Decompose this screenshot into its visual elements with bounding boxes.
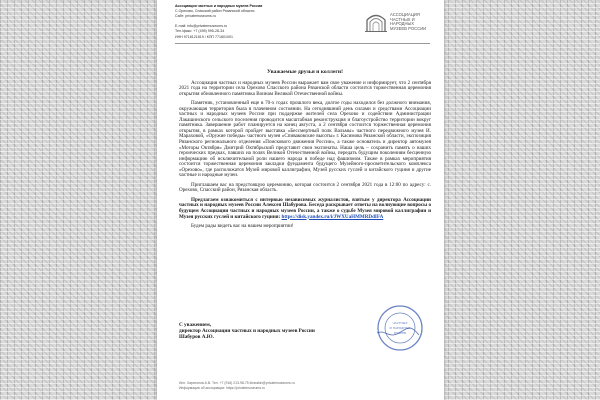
letter-footer bbox=[179, 381, 429, 390]
svg-text:МУЗЕЕВ: МУЗЕЕВ bbox=[393, 331, 407, 335]
signature-block bbox=[179, 322, 359, 340]
signature-title: директор Ассоциации частных и народных музеев России bbox=[179, 328, 315, 334]
svg-text:ЧАСТНЫХ: ЧАСТНЫХ bbox=[392, 321, 408, 325]
interview-text: Предлагаем ознакомиться с интервью независимых журналистов, взятым у директора Ассоциации частных и народных музеев России Алексея Шабурова. Беседа раскрывает ответы на волнующие вопросы о будущем Ассоциации частных и народных музеев России, а также о судьбе Музея мировой каллиграфии и Музея русских гуслей и китайского гуциня: bbox=[179, 196, 431, 220]
interview-link[interactable]: https://disk.yandex.ru/i/JWXUaHMMRDdIFA bbox=[281, 213, 384, 220]
letterhead-contacts bbox=[175, 4, 345, 40]
signature-name: Шабуров А.Ю. bbox=[179, 334, 214, 340]
letterhead-phone: Тел./факс: +7 (495) 995-28-34 bbox=[175, 29, 225, 34]
museum-association-emblem-icon bbox=[364, 10, 388, 34]
letter-sheet bbox=[157, 0, 444, 400]
letterhead-site: Сайт: privatemuseums.ru bbox=[175, 14, 216, 19]
association-logo bbox=[364, 7, 430, 37]
logo-text: АССОЦИАЦИЯ ЧАСТНЫХ И НАРОДНЫХ МУЗЕЕВ РОССИИ bbox=[390, 12, 427, 31]
letterhead-email: E-mail: info@privatemuseums.ru bbox=[175, 24, 228, 29]
letter-body bbox=[179, 70, 431, 230]
paragraph-monument: Памятник, установленный еще в 70-х годах прошлого века, долгое годы находился без должного внимания, окружающая территория была в плачевном состоянии. На сегодняшний день силами и средствами Ассоциации частных и народных музеев России при поддержке жителей села Орехово и содействии Администрации Лакашинского сельского поселения проводится масштабная реконструкция и благоустройство территории вокруг памятника. Завершение работ планируется на конец августа, а 2 сентября состоится торжественная церемония открытия, в рамках которой пройдет выставка «Бессмертный полк Вальмы» частного передвижного музея И. Мараховой, «Оружие победы» частного музея «Спиваковские высоты» г. Касимова Рязанской области, экспозиция Рязанского регионального отделения «Поискового движения России», а также основатель и директор автомузея «Моторы Октября» Дмитрий Октябрьский представит свои экспонаты. Наша цель – сохранить память о наших героических предках, павших на полях Великой Отечественной войны, передать будущим поколениям бесценную информацию об исключительной роли нашего народа в победе над фашизмом. Также в рамках мероприятия состоится торжественная церемония закладки фундамента будущего Музейного-просветительского комплекса «Орехово», где расположатся Музей мировой каллиграфии, Музей русских гуслей и китайского гуциня и другие частные и народные музеи. bbox=[179, 100, 431, 179]
footer-info: Информация об ассоциации: https://privatemuseums.ru bbox=[179, 385, 266, 390]
svg-text:И НАРОДНЫХ: И НАРОДНЫХ bbox=[389, 326, 411, 330]
paragraph-closing: Будем рады видеть вас на нашем мероприятии! bbox=[191, 223, 294, 230]
letterhead-divider bbox=[175, 43, 430, 44]
letter-greeting: Уважаемые друзья и коллеги! bbox=[266, 69, 344, 75]
footer-contact: Исп. Харитонов А.В. Тел. +7 (916) 213-98-75 kharakin@privatemuseums.ru bbox=[179, 381, 295, 385]
letterhead-address: С.Орехово, Спасский район Рязанской области. bbox=[175, 9, 256, 14]
letterhead-org-name: Ассоциация частных и народных музеев России bbox=[175, 4, 263, 8]
paragraph-interview bbox=[179, 198, 431, 220]
organization-stamp bbox=[375, 303, 425, 353]
letterhead-inn: ИНН 9718121819 / КПП 771801001 bbox=[175, 34, 234, 39]
paragraph-intro: Ассоциация частных и народных музеев России выражает вам свое уважение и информирует, что 2 сентября 2021 года на территории села Орехово Спасского района Рязанской области состоится торжественная церемония открытия обновленного памятника Воинам Великой Отечественной войны. bbox=[179, 79, 431, 97]
signature-regards: С уважением, bbox=[179, 322, 212, 328]
paragraph-invitation: Приглашаем вас на предстоящую церемонию, которая состоится 2 сентября 2021 года в 12:00 по адресу: с. Орехово, Спасский район, Рязанская область. bbox=[179, 181, 431, 194]
